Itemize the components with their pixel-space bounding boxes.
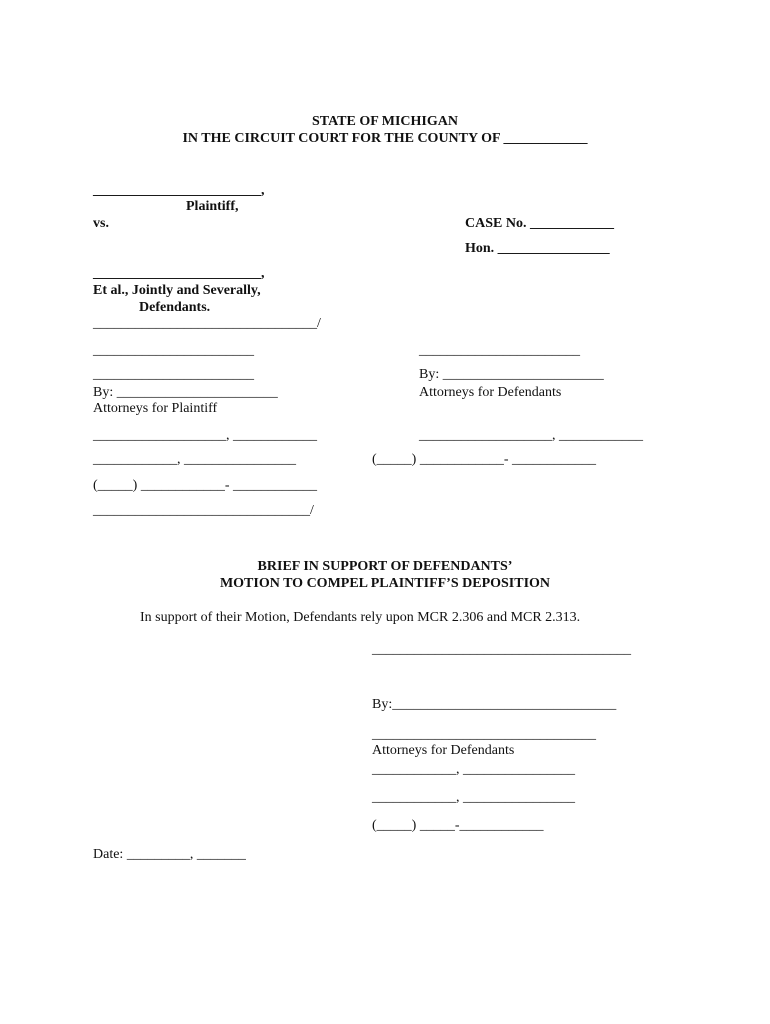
case-number-field[interactable]: CASE No. ____________ (465, 216, 614, 231)
defendant-name-field[interactable]: ________________________, (93, 266, 265, 281)
judge-field[interactable]: Hon. ________________ (465, 241, 610, 256)
plaintiff-attorney-phone[interactable]: (_____) ____________- ____________ (93, 478, 317, 493)
state-heading: STATE OF MICHIGAN (312, 114, 458, 129)
plaintiff-name-field[interactable]: ________________________, (93, 183, 265, 198)
signature-line-2[interactable]: ________________________________ (372, 727, 596, 742)
defendant-attorney-by-field[interactable]: By: _______________________ (419, 367, 604, 382)
brief-title-line-2: MOTION TO COMPEL PLAINTIFF’S DEPOSITION (219, 576, 551, 591)
signature-by-field[interactable]: By:________________________________ (372, 697, 617, 712)
caption-close-line: ________________________________/ (93, 316, 321, 331)
signature-address-2[interactable]: ____________, ________________ (372, 790, 575, 805)
plaintiff-attorney-by-field[interactable]: By: _______________________ (93, 385, 278, 400)
defendant-attorney-address[interactable]: ___________________, ____________ (419, 428, 643, 443)
defendant-attorney-phone[interactable]: (_____) ____________- ____________ (372, 452, 596, 467)
plaintiff-attorney-label: Attorneys for Plaintiff (93, 401, 218, 416)
plaintiff-attorney-line-1[interactable]: _______________________ (93, 343, 254, 358)
brief-body-text: In support of their Motion, Defendants rely upon MCR 2.306 and MCR 2.313. (140, 610, 581, 625)
signature-line-1[interactable]: _____________________________________ (372, 642, 631, 657)
plaintiff-attorney-line-2[interactable]: _______________________ (93, 367, 254, 382)
plaintiff-attorney-address-1[interactable]: ___________________, ____________ (93, 428, 317, 443)
court-heading: IN THE CIRCUIT COURT FOR THE COUNTY OF ____________ (182, 131, 588, 146)
plaintiff-label: Plaintiff, (186, 199, 239, 214)
plaintiff-attorney-close-line: _______________________________/ (93, 503, 314, 518)
plaintiff-attorney-address-2[interactable]: ____________, ________________ (93, 452, 296, 467)
et-al-label: Et al., Jointly and Severally, (93, 283, 261, 298)
signature-attorney-label: Attorneys for Defendants (372, 743, 515, 758)
versus-label: vs. (93, 216, 109, 231)
signature-address-1[interactable]: ____________, ________________ (372, 762, 575, 777)
signature-phone[interactable]: (_____) _____-____________ (372, 818, 544, 833)
defendant-attorney-line-1[interactable]: _______________________ (419, 343, 580, 358)
date-field[interactable]: Date: _________, _______ (93, 847, 246, 862)
brief-title-line-1: BRIEF IN SUPPORT OF DEFENDANTS’ (257, 559, 513, 574)
defendant-attorney-label: Attorneys for Defendants (419, 385, 562, 400)
defendants-label: Defendants. (139, 300, 211, 315)
